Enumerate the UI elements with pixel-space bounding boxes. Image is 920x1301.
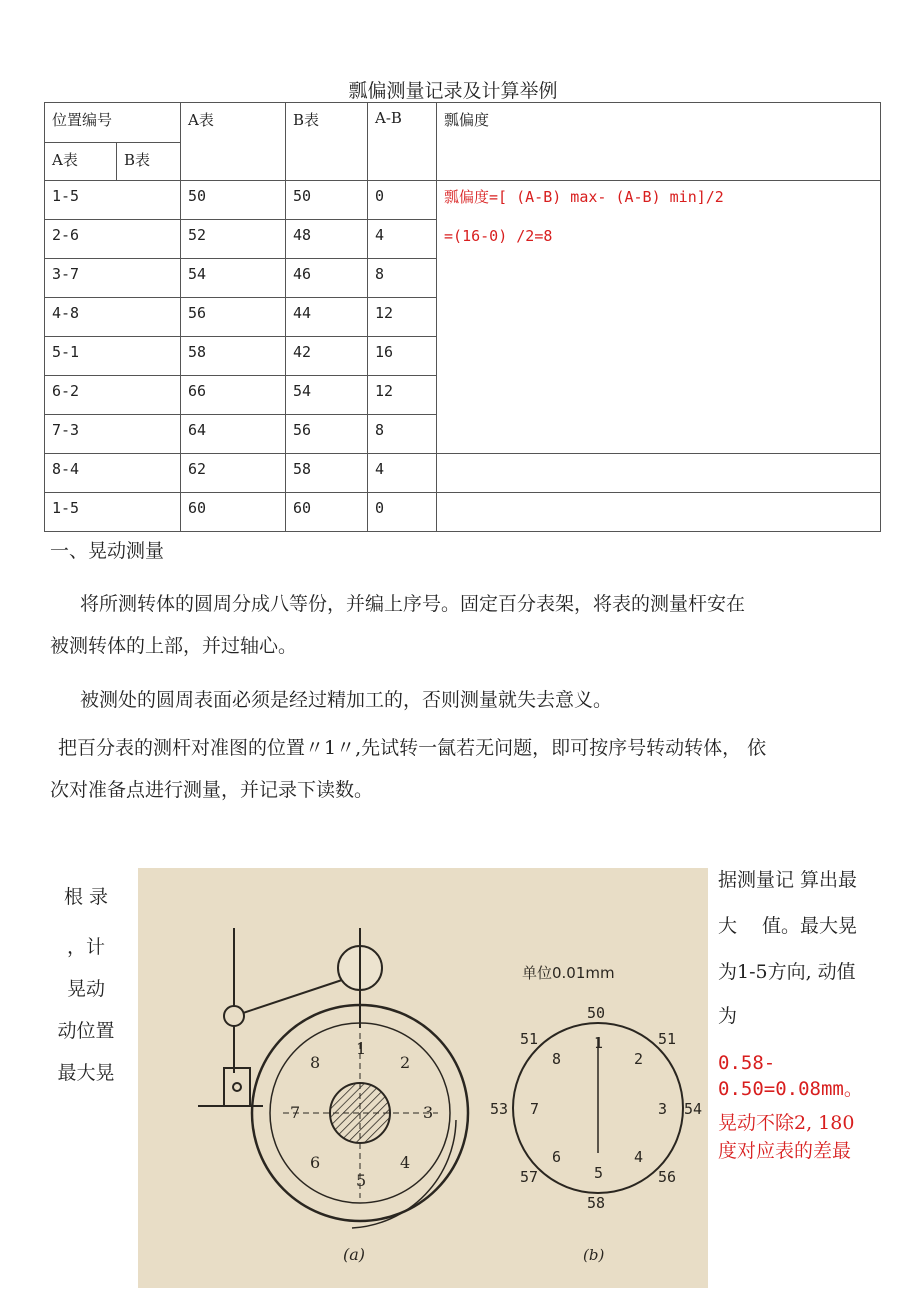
- b-inner-4: 4: [634, 1148, 644, 1166]
- side-left-line-2: ，计: [66, 936, 105, 958]
- cell-diff: 12: [368, 376, 437, 415]
- side-red-line-1: 0.58-: [718, 1052, 776, 1074]
- header-position-no: 位置编号: [45, 103, 181, 143]
- b-inner-7: 7: [530, 1100, 540, 1118]
- cell-diff: 16: [368, 337, 437, 376]
- empty-cell: [437, 454, 881, 493]
- side-right-line-4: 为: [718, 1005, 738, 1027]
- cell-diff: 0: [368, 493, 437, 532]
- stand-clamp: [224, 1006, 244, 1026]
- section-heading: 一、晃动测量: [50, 540, 165, 562]
- b-reading-50: 50: [587, 1004, 606, 1022]
- cell-diff: 8: [368, 259, 437, 298]
- header-b-meter: B表: [286, 103, 368, 181]
- a-num-3: 3: [423, 1103, 434, 1122]
- cell-b: 58: [286, 454, 368, 493]
- side-right-line-2: 大 值。最大晃: [718, 915, 858, 937]
- empty-cell: [437, 493, 881, 532]
- a-num-4: 4: [400, 1153, 411, 1172]
- label-b: (b): [583, 1246, 605, 1264]
- side-left-line-1: 根 录: [63, 886, 109, 908]
- header-a-minus-b: A-B: [368, 103, 437, 181]
- b-inner-6: 6: [552, 1148, 562, 1166]
- cell-pos: 4-8: [45, 298, 181, 337]
- cell-a: 56: [181, 298, 286, 337]
- cell-b: 56: [286, 415, 368, 454]
- a-num-8: 8: [310, 1053, 321, 1072]
- b-inner-8: 8: [552, 1050, 562, 1068]
- cell-b: 54: [286, 376, 368, 415]
- cell-pos: 1-5: [45, 493, 181, 532]
- b-inner-2: 2: [634, 1050, 644, 1068]
- cell-pos: 2-6: [45, 220, 181, 259]
- paragraph-3-line-2: 次对准备点进行测量，并记录下读数。: [50, 779, 374, 801]
- b-reading-51-left: 51: [520, 1030, 539, 1048]
- cell-pos: 6-2: [45, 376, 181, 415]
- cell-a: 54: [181, 259, 286, 298]
- a-num-2: 2: [400, 1053, 411, 1072]
- cell-b: 50: [286, 181, 368, 220]
- header-a-meter: A表: [181, 103, 286, 181]
- a-num-6: 6: [310, 1153, 321, 1172]
- a-num-5: 5: [356, 1171, 367, 1190]
- b-reading-57: 57: [520, 1168, 539, 1186]
- b-inner-5: 5: [594, 1164, 604, 1182]
- page-title: 瓢偏测量记录及计算举例: [348, 80, 558, 102]
- cell-diff: 4: [368, 454, 437, 493]
- side-red-line-3: 晃动不除2, 180: [718, 1112, 855, 1134]
- cell-a: 52: [181, 220, 286, 259]
- cell-diff: 12: [368, 298, 437, 337]
- cell-b: 60: [286, 493, 368, 532]
- unit-label: 单位0.01mm: [522, 964, 615, 982]
- label-a: (a): [343, 1245, 366, 1264]
- cell-a: 60: [181, 493, 286, 532]
- a-num-1: 1: [356, 1039, 367, 1058]
- cell-pos: 1-5: [45, 181, 181, 220]
- cell-a: 64: [181, 415, 286, 454]
- cell-diff: 8: [368, 415, 437, 454]
- cell-diff: 0: [368, 181, 437, 220]
- table-row: [45, 493, 881, 532]
- b-inner-3: 3: [658, 1100, 668, 1118]
- side-red-line-2: 0.50=0.08mm。: [718, 1078, 863, 1100]
- header-sub-b: B表: [117, 143, 181, 181]
- formula-line-1: 瓢偏度=[ (A-B) max- (A-B) min]/2: [444, 188, 724, 206]
- side-right-line-3: 为1-5方向, 动值: [718, 961, 856, 983]
- cell-b: 48: [286, 220, 368, 259]
- cell-pos: 3-7: [45, 259, 181, 298]
- b-reading-53: 53: [490, 1100, 509, 1118]
- b-reading-58: 58: [587, 1194, 606, 1212]
- paragraph-3-line-1: 把百分表的测杆对准图的位置〃1〃,先试转一氤若无问题，即可按序号转动转体， 依: [58, 737, 767, 759]
- header-deflection: 瓢偏度: [437, 103, 881, 181]
- formula-cell: [437, 181, 881, 454]
- measurement-table: [44, 102, 881, 532]
- cell-pos: 8-4: [45, 454, 181, 493]
- cell-b: 46: [286, 259, 368, 298]
- paragraph-2: 被测处的圆周表面必须是经过精加工的，否则测量就失去意义。: [80, 689, 613, 711]
- cell-a: 50: [181, 181, 286, 220]
- cell-diff: 4: [368, 220, 437, 259]
- cell-a: 66: [181, 376, 286, 415]
- table-row: [45, 454, 881, 493]
- table-row: [45, 181, 881, 220]
- cell-pos: 7-3: [45, 415, 181, 454]
- b-reading-56: 56: [658, 1168, 677, 1186]
- paragraph-1-line-1: 将所测转体的圆周分成八等份，并编上序号。固定百分表架，将表的测量杆安在: [80, 593, 746, 615]
- b-reading-51-right: 51: [658, 1030, 677, 1048]
- header-sub-a: A表: [45, 143, 117, 181]
- cell-pos: 5-1: [45, 337, 181, 376]
- side-left-line-3: 晃动: [66, 978, 105, 1000]
- wobble-measurement-figure: [138, 868, 708, 1288]
- b-reading-54: 54: [684, 1100, 703, 1118]
- formula-line-2: =(16-0) /2=8: [444, 227, 553, 245]
- cell-a: 62: [181, 454, 286, 493]
- side-left-line-4: 动位置: [57, 1020, 115, 1042]
- side-right-line-1: 据测量记 算出最: [718, 869, 858, 891]
- cell-a: 58: [181, 337, 286, 376]
- cell-b: 42: [286, 337, 368, 376]
- b-inner-1: 1: [594, 1034, 604, 1052]
- side-red-line-4: 度对应表的差最: [718, 1140, 852, 1162]
- side-left-line-5: 最大晃: [57, 1062, 115, 1084]
- paragraph-1-line-2: 被测转体的上部，并过轴心。: [50, 635, 298, 657]
- a-num-7: 7: [290, 1103, 301, 1122]
- cell-b: 44: [286, 298, 368, 337]
